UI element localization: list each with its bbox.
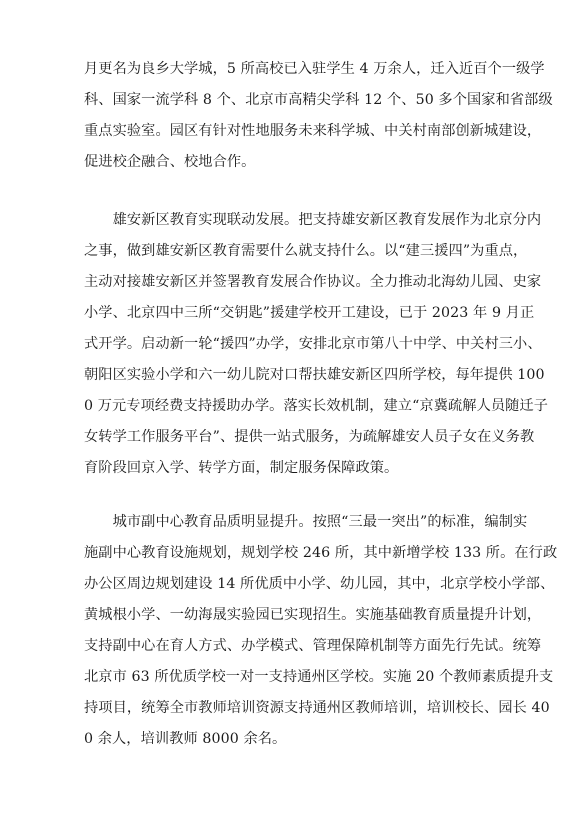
text-line: 育阶段回京入学、转学方面，制定服务保障政策。 (84, 460, 399, 476)
text-line: 朝阳区实验小学和六一幼儿院对口帮扶雄安新区四所学校，每年提供 100 (84, 367, 545, 383)
text-line: 月更名为良乡大学城，5 所高校已入驻学生 4 万余人，迁入近百个一级学 (84, 61, 545, 77)
text-line: 支持副中心在育人方式、办学模式、管理保障机制等方面先行先试。统筹 (84, 638, 542, 654)
text-line: 0 余人，培训教师 8000 余名。 (84, 731, 287, 747)
text-line: 雄安新区教育实现联动发展。把支持雄安新区教育发展作为北京分内 (84, 212, 542, 228)
text-line: 北京市 63 所优质学校一对一支持通州区学校。实施 20 个教师素质提升支 (84, 669, 554, 685)
text-line: 小学、北京四中三所“交钥匙”援建学校开工建设，已于 2023 年 9 月正 (84, 305, 535, 321)
text-line: 0 万元专项经费支持援助办学。落实长效机制，建立“京冀疏解人员随迁子 (84, 398, 549, 414)
text-line: 黄城根小学、一幼海晟实验园已实现招生。实施基础教育质量提升计划， (84, 607, 542, 623)
text-line: 施副中心教育设施规划，规划学校 246 所，其中新增学校 133 所。在行政 (84, 545, 558, 561)
paragraph-xiongan-education (84, 205, 549, 484)
text-line: 办公区周边规划建设 14 所优质中小学、幼儿园，其中，北京学校小学部、 (84, 576, 555, 592)
text-line: 重点实验室。园区有针对性地服务未来科学城、中关村南部创新城建设， (84, 123, 542, 139)
text-line: 女转学工作服务平台”、提供一站式服务，为疏解雄安人员子女在义务教 (84, 429, 535, 445)
text-line: 之事，做到雄安新区教育需要什么就支持什么。以“建三援四”为重点， (84, 243, 528, 259)
text-line: 城市副中心教育品质明显提升。按照“三最一突出”的标准，编制实 (84, 514, 528, 530)
text-line: 持项目，统筹全市教师培训资源支持通州区教师培训，培训校长、园长 40 (84, 700, 550, 716)
paragraph-liangxiang-university-town (84, 54, 553, 178)
text-line: 科、国家一流学科 8 个、北京市高精尖学科 12 个、50 多个国家和省部级 (84, 92, 553, 108)
text-line: 式开学。启动新一轮“援四”办学，安排北京市第八十中学、中关村三小、 (84, 336, 542, 352)
text-line: 主动对接雄安新区并签署教育发展合作协议。全力推动北海幼儿园、史家 (84, 274, 542, 290)
paragraph-sub-center-education (84, 507, 558, 755)
text-line: 促进校企融合、校地合作。 (84, 154, 256, 170)
